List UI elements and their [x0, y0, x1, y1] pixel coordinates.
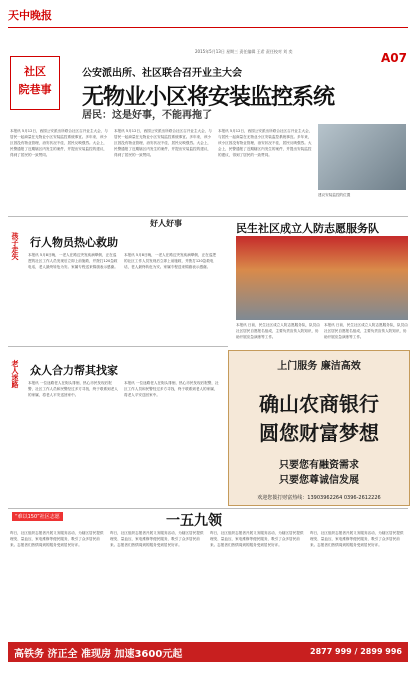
main-photo-caption: 建议安装监控的位置: [318, 193, 351, 197]
main-story-col2: 本报讯 5月12日，西园公安派出所联合社区召开业主大会，与居民一起商量在无物业小区安装监控系统事宜。多年来，该小区因没有物业管理，治安状况不佳，居民反映强烈。大会上，民警通报了近期辖区内发生的案件，并提出安装监控的建议，得到了居民的一致赞同。: [114, 129, 212, 157]
good-person-label: 好人好事: [150, 219, 182, 228]
bottom-highlight: “难以150”社区志愿: [12, 512, 63, 521]
bottom-col1: 昨日，社区组织志愿者开展义务服务活动，为辖区居民提供理发、量血压、家电维修等便民服务，吸引了众多居民前来。志愿者们热情周到的服务受到居民好评。: [10, 531, 104, 547]
bottom-col4: 昨日，社区组织志愿者开展义务服务活动，为辖区居民提供理发、量血压、家电维修等便民服务，吸引了众多居民前来。志愿者们热情周到的服务受到居民好评。: [310, 531, 404, 547]
good-right-title: 民生社区成立人防志愿服务队: [236, 222, 379, 235]
old-col1: 本报讯 一位迷路老人在街头徘徊，热心市民发现后报警，社区工作人员和民警经过多方寻找，终于联系到老人的家属，将老人平安送回家中。: [28, 381, 118, 397]
section-label-bottom: 院巷事: [18, 83, 52, 96]
bank-ad-contact: 欢迎您拨打财富热线：13903962264 0396-2612226: [257, 495, 381, 501]
section-label: [10, 56, 60, 110]
banner-ad-left: 高铁务 济正全 准现房 加速3600元起: [14, 649, 183, 660]
main-photo: [318, 124, 406, 190]
section-divider-3: [8, 508, 408, 509]
good-left-col2: 本报讯 5月8日晚，一老人在路边突发疾病晕倒，正在巡逻的社区工作人员发现后立即上前施救，并拨打120急救电话，老人最终转危为安。家属专程送来锦旗表示感谢。: [124, 253, 216, 269]
old-col2: 本报讯 一位迷路老人在街头徘徊，热心市民发现后报警，社区工作人员和民警经过多方寻找，终于联系到老人的家属，将老人平安送回家中。: [124, 381, 219, 397]
section-divider-2: [8, 346, 228, 347]
banner-ad: [8, 642, 408, 662]
bank-ad: [228, 350, 410, 506]
good-right-col2: 本报讯 日前，民生社区成立人防志愿服务队，队员由社区居民自愿报名组成，主要负责宣传人防知识，协助开展应急演练等工作。: [324, 323, 408, 339]
main-story-col1: 本报讯 5月12日，西园公安派出所联合社区召开业主大会，与居民一起商量在无物业小区安装监控系统事宜。多年来，该小区因没有物业管理，治安状况不佳，居民反映强烈。大会上，民警通报了近期辖区内发生的案件，并提出安装监控的建议，得到了居民的一致赞同。: [10, 129, 108, 157]
banner-ad-right: 2877 999 / 2899 996: [310, 647, 402, 656]
main-subhead: 居民：这是好事，不能再拖了: [82, 110, 212, 121]
bank-ad-slogan1: 只要您有融资需求: [279, 460, 359, 471]
good-left-title: 行人物员热心救助: [30, 236, 118, 249]
bottom-headline: 一五九领: [166, 513, 222, 529]
bank-ad-title2: 圆您财富梦想: [259, 421, 379, 445]
volunteer-photo: [236, 236, 408, 320]
header-rule: [8, 27, 408, 28]
good-right-col1: 本报讯 日前，民生社区成立人防志愿服务队，队员由社区居民自愿报名组成，主要负责宣传人防知识，协助开展应急演练等工作。: [236, 323, 320, 339]
bank-ad-title1: 确山农商银行: [259, 392, 379, 416]
main-headline: 无物业小区将安装监控系统: [82, 85, 335, 110]
section-label-top: 社区: [24, 65, 46, 78]
bank-ad-tag: 上门服务 廉洁高效: [277, 361, 361, 372]
page-code: A07: [381, 51, 407, 65]
good-left-col1: 本报讯 5月8日晚，一老人在路边突发疾病晕倒，正在巡逻的社区工作人员发现后立即上前施救，并拨打120急救电话，老人最终转危为安。家属专程送来锦旗表示感谢。: [28, 253, 118, 269]
bank-ad-slogan2: 只要您尊诚信发展: [279, 475, 359, 486]
sidebar-tag-2: 老人迷路: [11, 360, 19, 388]
masthead-logo: 天中晚报: [8, 9, 52, 22]
old-title: 众人合力帮其找家: [30, 364, 118, 377]
sidebar-tag-1: 孩子走失: [11, 232, 19, 260]
main-kicker: 公安派出所、社区联合召开业主大会: [82, 68, 242, 79]
main-story-col3: 本报讯 5月12日，西园公安派出所联合社区召开业主大会，与居民一起商量在无物业小区安装监控系统事宜。多年来，该小区因没有物业管理，治安状况不佳，居民反映强烈。大会上，民警通报了近期辖区内发生的案件，并提出安装监控的建议，得到了居民的一致赞同。: [218, 129, 313, 157]
section-divider-1: [8, 216, 408, 217]
bottom-col3: 昨日，社区组织志愿者开展义务服务活动，为辖区居民提供理发、量血压、家电维修等便民服务，吸引了众多居民前来。志愿者们热情周到的服务受到居民好评。: [210, 531, 304, 547]
date-line: 2015年5月13日 星期三 责任编辑 王希 责任校对 刘 奕: [195, 49, 293, 54]
bottom-col2: 昨日，社区组织志愿者开展义务服务活动，为辖区居民提供理发、量血压、家电维修等便民服务，吸引了众多居民前来。志愿者们热情周到的服务受到居民好评。: [110, 531, 204, 547]
